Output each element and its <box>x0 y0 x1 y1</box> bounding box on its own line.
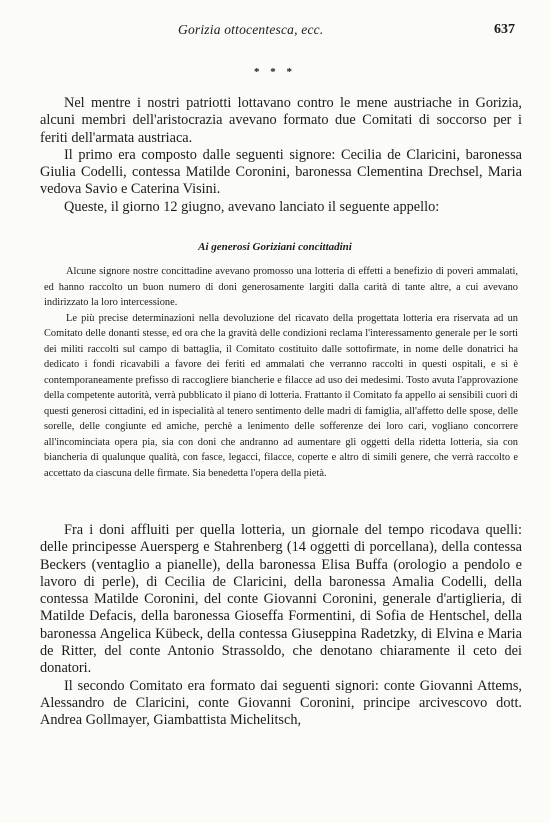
appeal-heading: Ai generosi Goriziani concittadini <box>198 241 352 253</box>
appeal-paragraph: Le più precise determinazioni nella devoluzione del ricavato della progettata lotteria era riservata ad un Comitato delle donanti stesse, ed ora che la gravità delle condizioni reclama l'interessamento generale per le sorti dei militi raccolti sul campo di battaglia, il Comitato costituito dalle sottofirmate, in nome delle donatrici ha dedicato i fondi ricavabili a favore dei feriti ed ammalati che verranno raccolti in questi ospitali, e si è contemporaneamente prefisso di raccogliere biancherie e filacce ad uso dei medesimi. Tosto avuta l'approvazione della competente autorità, verrà pubblicato il piano di lotteria. Frattanto il Comitato fa appello ai sensibili cuori di questi generosi cittadini, ed in ispecialità al tenero sentimento delle madri di famiglia, all'affetto delle spose, delle sorelle, delle congiunte ed amiche, perchè a lenimento delle sofferenze dei loro cari, vogliano concorrere all'incominciata opera pia, sia con doni che andranno ad aumentare gli oggetti della ridetta lotteria, sia con biancheria di qualunque qualità, con fasce, legacci, filacce, coperte e altro di simili genere, che verrà raccolto e accettato da ciascuna delle firmate. Sia benedetta l'opera della pietà. <box>44 312 518 479</box>
page-number: 637 <box>494 22 515 37</box>
appeal-quotation <box>44 264 518 481</box>
appeal-paragraph: Alcune signore nostre concittadine avevano promosso una lotteria di effetti a benefizio di poveri ammalati, ed hanno raccolto un buon numero di doni generosamente largiti dalla carità di tante altre, a cui avevano indirizzato la loro intercessione. <box>44 266 518 308</box>
page-header <box>0 22 550 42</box>
paragraph: Il secondo Comitato era formato dai seguenti signori: conte Giovanni Attems, Alessandro de Claricini, conte Giovanni Coronini, principe arcivescovo dott. Andrea Gollmayer, Giambattista Michelitsch, <box>40 677 522 729</box>
paragraph: Queste, il giorno 12 giugno, avevano lanciato il seguente appello: <box>64 198 440 215</box>
paragraph: Fra i doni affluiti per quella lotteria, un giornale del tempo ricodava quelli: delle principesse Auersperg e Stahrenberg (14 oggetti di porcellana), della contessa Beckers (ventaglio a pianelle), della baronessa Elisa Buffa (orologio a pendolo e lavoro di perle), di Cecilia de Claricini, della baronessa Amalia Codelli, della contessa Matilde Coronini, del conte Giovanni Coronini, generale d'artiglieria, di Matilde Defacis, della baronessa Gioseffa Formentini, di Sofia de Hentschel, della baronessa Angelica Kübeck, della contessa Giuseppina Radetzky, di Elvina e Maria de Ritter, del conte Antonio Strassoldo, che denotano chiaramente il ceto dei donatori. <box>40 522 522 677</box>
paragraph: Nel mentre i nostri patriotti lottavano contro le mene austriache in Gorizia, alcuni membri dell'aristocrazia avevano formato due Comitati di soccorso per i feriti dell'armata austriaca. <box>40 95 522 146</box>
body-text-top <box>40 95 522 216</box>
body-text-bottom <box>40 522 522 730</box>
section-separator: * * * <box>254 66 296 78</box>
running-title: Gorizia ottocentesca, ecc. <box>178 22 324 37</box>
paragraph: Il primo era composto dalle seguenti signore: Cecilia de Claricini, baronessa Giulia Codelli, contessa Matilde Coronini, baronessa Clementina Drechsel, Maria vedova Savio e Caterina Visini. <box>40 146 522 198</box>
